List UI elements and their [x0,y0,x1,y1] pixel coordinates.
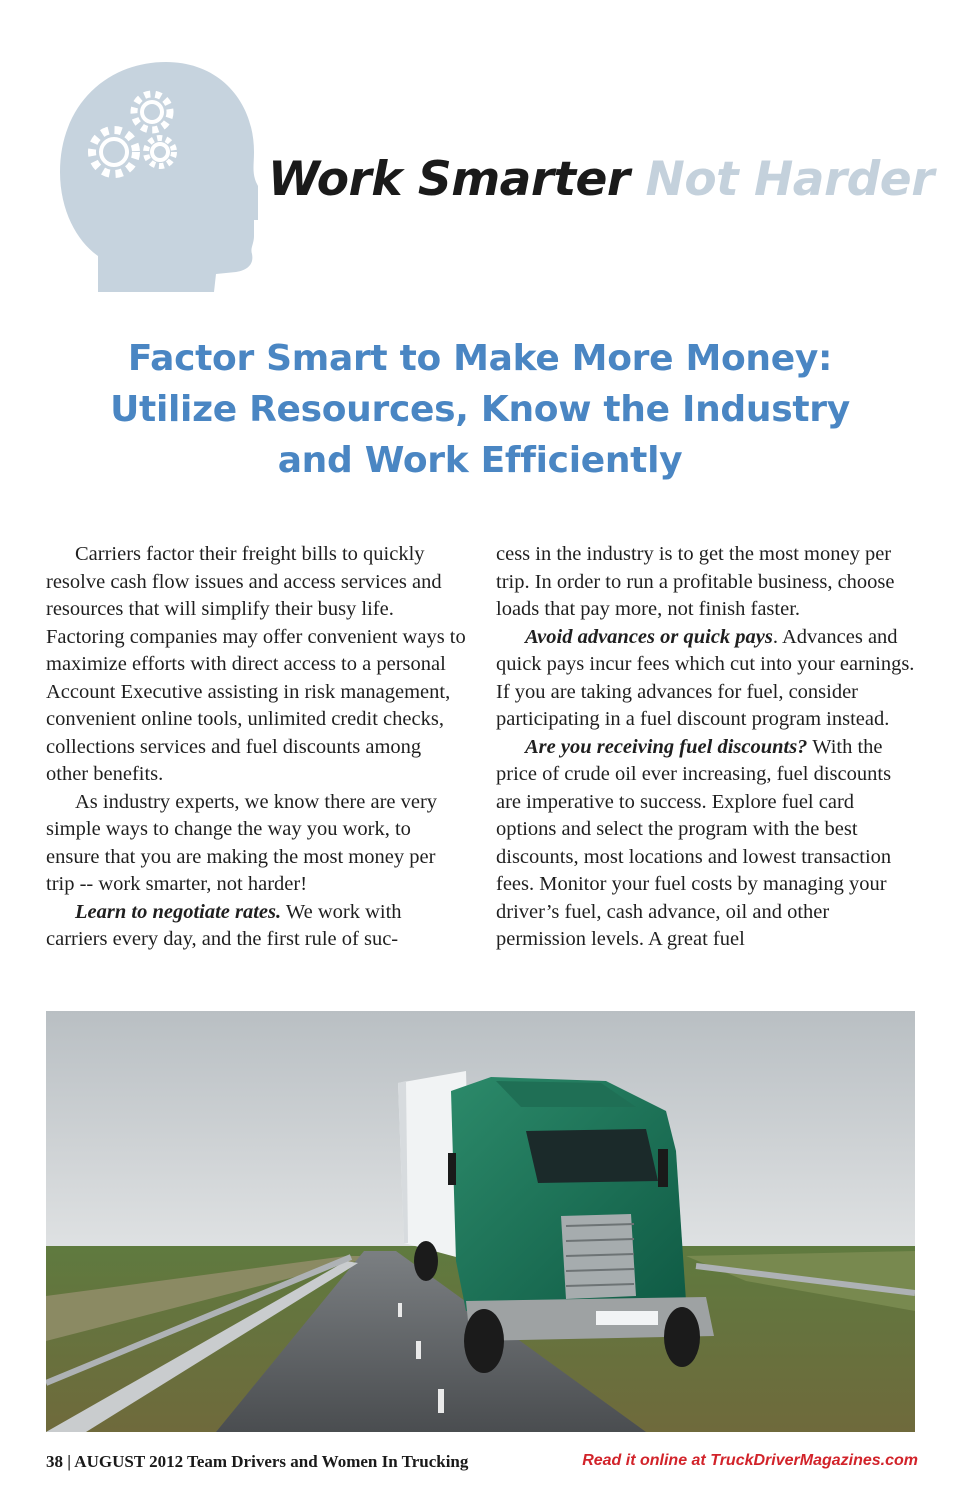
brand-title-dark: Work Smarter [268,152,630,207]
paragraph: As industry experts, we know there are very simple ways to change the way you work, to ensure that you are making the most money per trip -- work smarter, not harder! [46,790,438,895]
paragraph-body: . Advances and quick pays incur fees which cut into your earnings. If you are taking advances for fuel, consider participating in a fuel discount program instead. [496,625,915,730]
headline-line-2: Utilize Resources, Know the Industry [110,389,850,430]
paragraph: Carriers factor their freight bills to quickly resolve cash flow issues and access services and resources that will simplify their busy life. Factoring companies may offer convenient ways to maximize efforts with direct access to a personal Account Executive assisting in risk management, convenient online tools, unlimited credit checks, collections services and fuel discounts among other benefits. [46,543,466,785]
footer-page-info: 38 | AUGUST 2012 Team Drivers and Women In Trucking [46,1452,469,1471]
section-brand-title [268,152,934,207]
paragraph-body: We work with carriers every day, and the first rule of suc- [46,900,402,950]
paragraph [496,624,916,734]
page-header [0,0,960,300]
paragraph: cess in the industry is to get the most money per trip. In order to run a profitable business, choose loads that pay more, not finish faster. [496,543,895,620]
headline-line-3: and Work Efficiently [277,440,683,481]
head-with-gears-icon [58,60,258,292]
paragraph-body: With the price of crude oil ever increasing, fuel discounts are imperative to success. Explore fuel card options and select the program with the best discounts, most locations and lowest transaction fees. Monitor your fuel costs by managing your driver’s fuel, cash advance, oil and other permission levels. A great fuel [496,735,892,950]
footer-website-link[interactable]: Read it online at TruckDriverMagazines.com [582,1452,918,1469]
paragraph [496,734,916,954]
article-column-left [46,541,466,954]
headline-line-1: Factor Smart to Make More Money: [127,338,833,379]
article-column-right [496,541,916,954]
paragraph [46,899,466,954]
paragraph-lead: Learn to negotiate rates. [75,900,282,923]
green-semi-truck-photo [46,1011,915,1432]
paragraph-lead: Are you receiving fuel discounts? [525,735,808,758]
brand-title-light: Not Harder [645,152,934,207]
truck-photo-illustration [46,1011,915,1432]
article-headline [80,333,880,486]
paragraph-lead: Avoid advances or quick pays [525,625,773,648]
